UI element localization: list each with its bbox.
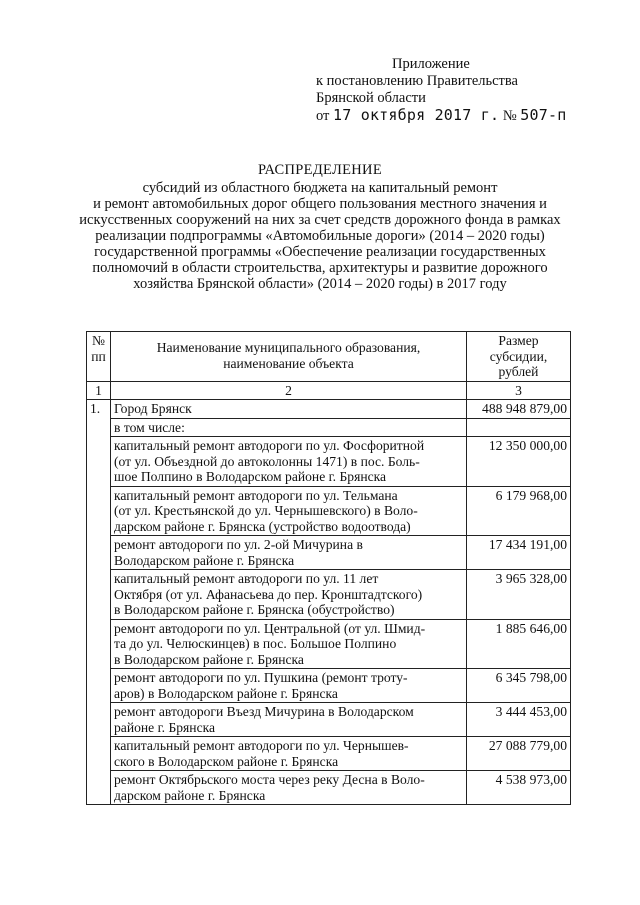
object-name: капитальный ремонт автодороги по ул. Тельмана (от ул. Крестьянской до ул. Чернышевского) в Воло- дарском районе г. Брянска (устройство водоотвода) [111, 486, 467, 536]
table-row [87, 437, 571, 487]
title-line: и ремонт автомобильных дорог общего пользования местного значения и [93, 196, 547, 212]
number-label: № [502, 108, 517, 124]
date-from-label: от [316, 108, 330, 124]
table-row [87, 536, 571, 570]
table-row [87, 619, 571, 669]
appendix-header [316, 56, 566, 125]
table-row [87, 771, 571, 805]
row-number: 1. [87, 400, 111, 805]
title-line: хозяйства Брянской области» (2014 – 2020 годы) в 2017 году [133, 276, 507, 292]
object-amount: 6 179 968,00 [467, 486, 571, 536]
document-title-block [60, 162, 580, 292]
object-name: ремонт Октябрьского моста через реку Десна в Воло- дарском районе г. Брянска [111, 771, 467, 805]
object-name: ремонт автодороги по ул. Пушкина (ремонт троту- аров) в Володарском районе г. Брянска [111, 669, 467, 703]
document-heading: РАСПРЕДЕЛЕНИЕ [258, 162, 382, 178]
table-row-including [87, 418, 571, 437]
object-amount: 6 345 798,00 [467, 669, 571, 703]
object-name: капитальный ремонт автодороги по ул. Чернышев- ского в Володарском районе г. Брянска [111, 737, 467, 771]
resolution-number: 507-п [520, 106, 567, 124]
appendix-resolution-ref: к постановлению Правительства [316, 73, 518, 89]
object-amount: 3 444 453,00 [467, 703, 571, 737]
appendix-region: Брянской области [316, 90, 426, 106]
resolution-date: 17 октября 2017 г. [333, 106, 500, 124]
empty-cell [467, 418, 571, 437]
table-row-city [87, 400, 571, 419]
table-header-row [87, 332, 571, 382]
header-number-cell: № пп [87, 332, 111, 382]
object-amount: 1 885 646,00 [467, 619, 571, 669]
object-name: ремонт автодороги по ул. Центральной (от ул. Шмид- та до ул. Челюскинцев) в пос. Большое Полпино в Володарском районе г. Брянска [111, 619, 467, 669]
title-line: субсидий из областного бюджета на капитальный ремонт [142, 180, 498, 196]
table-row [87, 703, 571, 737]
municipality-amount: 488 948 879,00 [467, 400, 571, 419]
object-amount: 27 088 779,00 [467, 737, 571, 771]
subsidy-distribution-table [86, 331, 571, 805]
object-amount: 17 434 191,00 [467, 536, 571, 570]
title-line: государственной программы «Обеспечение реализации государственных [94, 244, 546, 260]
column-index: 3 [467, 381, 571, 400]
table-row [87, 737, 571, 771]
table-row [87, 669, 571, 703]
column-index: 2 [111, 381, 467, 400]
object-name: ремонт автодороги Въезд Мичурина в Володарском районе г. Брянска [111, 703, 467, 737]
appendix-title: Приложение [392, 56, 470, 72]
table-row [87, 570, 571, 620]
title-line: искусственных сооружений на них за счет средств дорожного фонда в рамках [79, 212, 561, 228]
object-name: капитальный ремонт автодороги по ул. Фосфоритной (от ул. Объездной до автоколонны 1471) в пос. Боль- шое Полпино в Володарском районе г. Брянска [111, 437, 467, 487]
object-name: капитальный ремонт автодороги по ул. 11 лет Октября (от ул. Афанасьева до пер. Кронштадтского) в Володарском районе г. Брянска (обустройство) [111, 570, 467, 620]
title-line: реализации подпрограммы «Автомобильные дороги» (2014 – 2020 годы) [95, 228, 545, 244]
appendix-date-line [316, 107, 566, 125]
column-index-row [87, 381, 571, 400]
column-index: 1 [87, 381, 111, 400]
object-amount: 4 538 973,00 [467, 771, 571, 805]
including-label: в том числе: [111, 418, 467, 437]
object-amount: 12 350 000,00 [467, 437, 571, 487]
title-line: полномочий в области строительства, архитектуры и развитие дорожного [92, 260, 548, 276]
object-amount: 3 965 328,00 [467, 570, 571, 620]
municipality-name: Город Брянск [111, 400, 467, 419]
header-amount-cell: Размер субсидии, рублей [467, 332, 571, 382]
table-row [87, 486, 571, 536]
header-name-cell: Наименование муниципального образования, наименование объекта [111, 332, 467, 382]
object-name: ремонт автодороги по ул. 2-ой Мичурина в Володарском районе г. Брянска [111, 536, 467, 570]
